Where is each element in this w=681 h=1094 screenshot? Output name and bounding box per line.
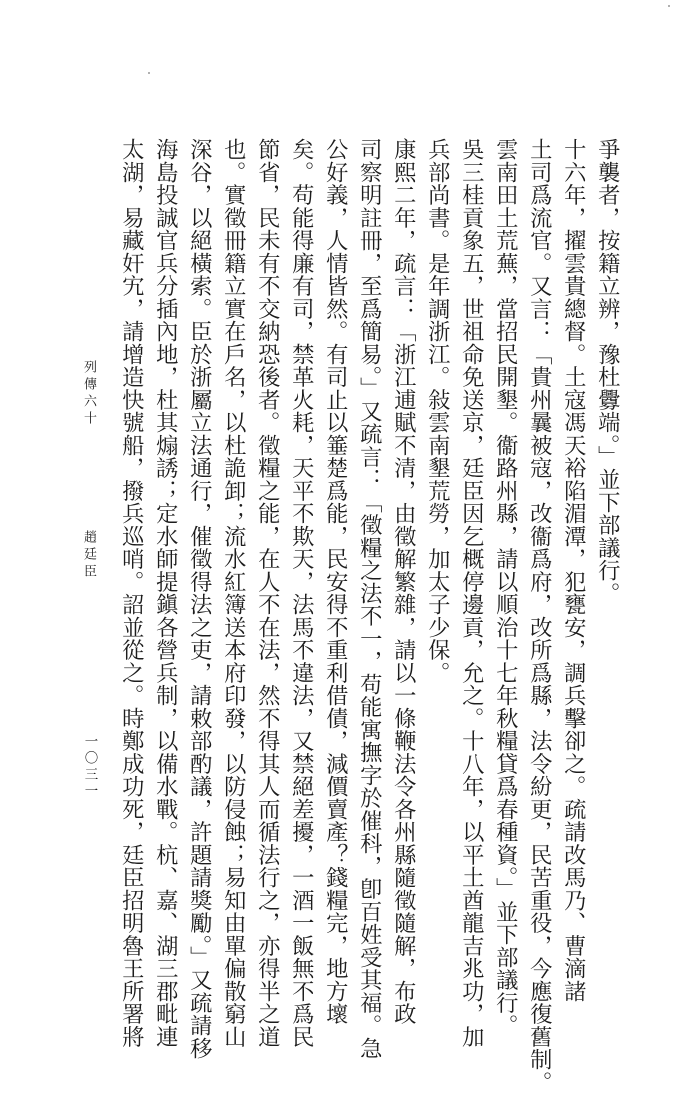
text-column: 深谷，以絕橫索。臣於浙屬立法通行，催徵得法之吏，請敕部酌議，許題請獎勵。」又疏請移	[186, 138, 213, 1060]
scan-speck	[668, 5, 670, 7]
text-column: 吳三桂貢象五，世祖命免送京，廷臣因乞概停邊貢，允之。十八年，以平土酋龍吉兆功，加	[458, 138, 485, 1048]
text-column: 雲南田土荒蕪，當招民開墾。衞路州縣，請以順治十七年秋糧貸爲春種資。」並下部議行。	[492, 138, 519, 1037]
text-column: 太湖，易藏奸宄，請增造快號船，撥兵巡哨。詔並從之。時鄭成功死，廷臣招明魯王所署將	[118, 138, 145, 1048]
text-column: 十六年，擢雲貴總督。土寇馮天裕陷湄潭，犯甕安，調兵擊卻之。疏請改馬乃、曹滴諸	[560, 138, 587, 1003]
text-column: 兵部尚書。是年調浙江。敍雲南墾荒勞，加太子少保。	[424, 138, 451, 684]
text-column: 公好義，人情皆然。有司止以箠楚爲能，民安得不重利借債，減價賣產？錢糧完，地方壞	[322, 138, 349, 1026]
running-head-name: 趙廷臣	[81, 530, 96, 581]
text-column: 海島投誠官兵分插內地，杜其煽誘；定水師提鎭各營兵制，以備水戰。杭、嘉、湖三郡毗連	[152, 138, 179, 1048]
text-column: 爭襲者，按籍立辨，豫杜釁端。」並下部議行。	[594, 138, 621, 605]
text-column: 土司爲流官。又言：「貴州曩被寇，改衞爲府，改所爲縣，法令紛更，民苦重役，今應復舊制。	[526, 138, 553, 1094]
text-column: 矣。苟能得廉有司，禁革火耗，天平不欺天，法馬不違法，又禁絕差擾，一酒一飯無不爲民	[288, 138, 315, 1048]
text-column: 節省，民未有不交納恐後者。徵糧之能，在人不在法，然不得其人而循法行之，亦得半之道	[254, 138, 281, 1048]
text-column: 也。實徵冊籍立實在戶名，以杜詭卸；流水紅簿送本府印發，以防侵蝕；易知由單偏散窮山	[220, 138, 247, 1048]
text-column: 康熙二年，疏言：「浙江逋賦不清，由徵解繁雜，請以一條鞭法令各州縣隨徵隨解，布政	[390, 138, 417, 1026]
page-number: 一〇三一	[81, 734, 98, 800]
text-column: 司察明註冊，至爲簡易。」又疏言：「徵糧之法不一，苟能寓撫字於催科，卽百姓受其福。急	[356, 138, 383, 1060]
running-head-chapter: 列傳六十	[81, 360, 96, 428]
scan-speck	[148, 72, 150, 74]
